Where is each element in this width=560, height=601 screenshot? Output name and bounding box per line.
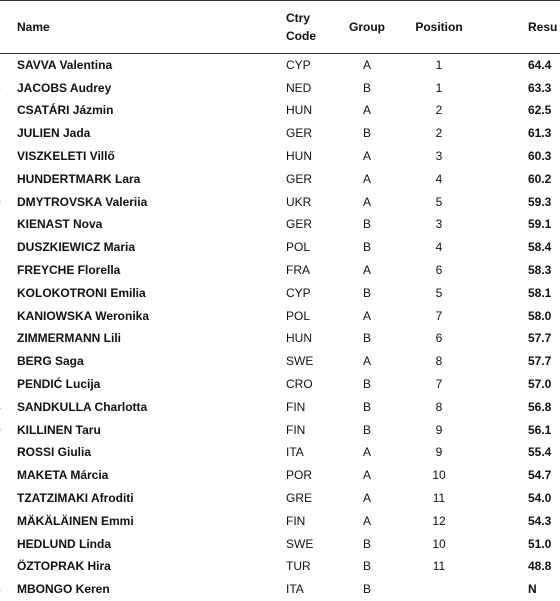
group-cell: A xyxy=(362,354,371,369)
table-row xyxy=(0,464,560,487)
position-cell: 3 xyxy=(435,149,443,164)
result-cell: 61.3 xyxy=(528,126,552,141)
group-cell: B xyxy=(362,536,371,551)
result-cell: N xyxy=(528,582,537,597)
position-cell: 10 xyxy=(432,468,446,483)
country-code: FRA xyxy=(286,263,310,278)
bib-cell xyxy=(0,532,9,555)
country-code: CYP xyxy=(286,285,311,300)
bib-cell xyxy=(0,464,9,487)
athlete-name: BERG Saga xyxy=(17,354,84,369)
table-row xyxy=(0,259,560,282)
group-cell: A xyxy=(362,513,371,528)
position-cell xyxy=(396,578,482,601)
position-cell: 3 xyxy=(435,217,443,232)
result-cell: 56.1 xyxy=(528,422,552,437)
athlete-name: DUSZKIEWICZ Maria xyxy=(17,240,136,255)
athlete-name: ÖZTOPRAK Hira xyxy=(17,559,111,574)
group-cell: B xyxy=(362,559,371,574)
table-row xyxy=(0,145,560,168)
position-cell: 5 xyxy=(435,285,443,300)
athlete-name: KILLINEN Taru xyxy=(17,422,101,437)
position-cell: 4 xyxy=(435,171,443,186)
bib-cell xyxy=(0,327,9,350)
position-cell: 10 xyxy=(432,536,446,551)
result-cell: 57.0 xyxy=(528,377,552,392)
group-cell: A xyxy=(362,103,371,118)
bib-cell xyxy=(0,281,9,304)
athlete-name: HUNDERTMARK Lara xyxy=(17,171,141,186)
athlete-name: DMYTROVSKA Valeriia xyxy=(17,194,148,209)
group-cell: A xyxy=(362,468,371,483)
table-row xyxy=(0,99,560,122)
position-cell: 8 xyxy=(435,399,443,414)
country-code: HUN xyxy=(286,103,312,118)
bib-cell xyxy=(0,395,9,418)
header-result: Resu xyxy=(528,20,558,34)
table-row xyxy=(0,373,560,396)
bib-cell xyxy=(0,487,9,510)
result-cell: 64.4 xyxy=(528,58,552,73)
group-cell: A xyxy=(362,58,371,73)
athlete-name: MBONGO Keren xyxy=(17,582,110,597)
country-code: FIN xyxy=(286,513,306,528)
result-cell: 60.3 xyxy=(528,149,552,164)
table-header xyxy=(0,1,560,54)
position-cell: 4 xyxy=(435,240,443,255)
athlete-name: JULIEN Jada xyxy=(17,126,91,141)
bib-cell xyxy=(0,190,9,213)
group-cell: A xyxy=(362,171,371,186)
bib-cell xyxy=(0,509,9,532)
bib-cell xyxy=(0,418,9,441)
bib-cell xyxy=(0,441,9,464)
group-cell: B xyxy=(362,80,371,95)
country-code: HUN xyxy=(286,331,312,346)
result-cell: 54.7 xyxy=(528,468,552,483)
athlete-name: PENDIĆ Lucija xyxy=(17,377,101,392)
table-row xyxy=(0,441,560,464)
bib-cell xyxy=(0,373,9,396)
result-cell: 51.0 xyxy=(528,536,552,551)
group-cell: B xyxy=(362,126,371,141)
country-code: POL xyxy=(286,240,311,255)
position-cell: 9 xyxy=(435,445,443,460)
table-row xyxy=(0,236,560,259)
country-code: GER xyxy=(286,217,313,232)
position-cell: 5 xyxy=(435,194,443,209)
table-row xyxy=(0,418,560,441)
table-row xyxy=(0,281,560,304)
position-cell: 11 xyxy=(432,559,446,574)
athlete-name: ROSSI Giulia xyxy=(17,445,92,460)
table-row xyxy=(0,509,560,532)
group-cell: B xyxy=(362,422,371,437)
bib-cell xyxy=(0,236,9,259)
table-row xyxy=(0,122,560,145)
result-cell: 54.3 xyxy=(528,513,552,528)
position-cell: 6 xyxy=(435,331,443,346)
result-cell: 48.8 xyxy=(528,559,552,574)
result-cell: 60.2 xyxy=(528,171,552,186)
result-cell: 63.3 xyxy=(528,80,552,95)
bib-cell xyxy=(0,54,9,77)
athlete-name: MAKETA Márcia xyxy=(17,468,109,483)
header-ctry-line1: Ctry xyxy=(286,11,311,25)
group-cell: B xyxy=(362,331,371,346)
result-cell: 58.3 xyxy=(528,263,552,278)
bib-cell xyxy=(0,350,9,373)
country-code: GER xyxy=(286,126,313,141)
athlete-name: MÄKÄLÄINEN Emmi xyxy=(17,513,134,528)
athlete-name: HEDLUND Linda xyxy=(17,536,111,551)
athlete-name: KANIOWSKA Weronika xyxy=(17,308,150,323)
group-cell: B xyxy=(362,240,371,255)
athlete-name: FREYCHE Florella xyxy=(17,263,121,278)
table-row xyxy=(0,304,560,327)
result-cell: 57.7 xyxy=(528,331,552,346)
result-cell: 57.7 xyxy=(528,354,552,369)
position-cell: 6 xyxy=(435,263,443,278)
bib-cell xyxy=(0,213,9,236)
group-cell: A xyxy=(362,263,371,278)
bib-cell xyxy=(0,122,9,145)
country-code: UKR xyxy=(286,194,312,209)
position-cell: 7 xyxy=(435,377,443,392)
group-cell: A xyxy=(362,149,371,164)
bib-cell xyxy=(0,304,9,327)
result-cell: 59.1 xyxy=(528,217,552,232)
position-cell: 2 xyxy=(435,126,443,141)
header-ctry-code xyxy=(282,1,338,54)
bib-cell xyxy=(0,76,9,99)
table-row xyxy=(0,487,560,510)
country-code: FIN xyxy=(286,399,306,414)
position-cell: 11 xyxy=(432,491,446,506)
athlete-name: VISZKELETI Villő xyxy=(17,149,115,164)
group-cell: A xyxy=(362,194,371,209)
athlete-name: CSATÁRI Jázmin xyxy=(17,103,114,118)
group-cell: A xyxy=(362,308,371,323)
result-cell: 62.5 xyxy=(528,103,552,118)
table-row xyxy=(0,532,560,555)
country-code: POR xyxy=(286,468,313,483)
country-code: FIN xyxy=(286,422,306,437)
group-cell: B xyxy=(362,399,371,414)
header-bib xyxy=(0,1,9,54)
table-row xyxy=(0,578,560,601)
position-cell: 8 xyxy=(435,354,443,369)
country-code: NED xyxy=(286,80,312,95)
table-row xyxy=(0,395,560,418)
country-code: TUR xyxy=(286,559,311,574)
table-body xyxy=(0,54,560,601)
athlete-name: TZATZIMAKI Afroditi xyxy=(17,491,134,506)
header-position: Position xyxy=(415,20,463,34)
country-code: POL xyxy=(286,308,311,323)
table-row xyxy=(0,76,560,99)
group-cell: B xyxy=(362,582,371,597)
position-cell: 12 xyxy=(432,513,446,528)
country-code: SWE xyxy=(286,354,314,369)
athlete-name: KOLOKOTRONI Emilia xyxy=(17,285,146,300)
table-row xyxy=(0,190,560,213)
country-code: ITA xyxy=(286,582,304,597)
table-row xyxy=(0,213,560,236)
country-code: GER xyxy=(286,171,313,186)
country-code: CRO xyxy=(286,377,313,392)
bib-cell xyxy=(0,145,9,168)
group-cell: B xyxy=(362,217,371,232)
position-cell: 1 xyxy=(435,58,443,73)
country-code: SWE xyxy=(286,536,314,551)
result-cell: 56.8 xyxy=(528,399,552,414)
group-cell: B xyxy=(362,377,371,392)
result-cell: 55.4 xyxy=(528,445,552,460)
result-cell: 59.3 xyxy=(528,194,552,209)
table-row xyxy=(0,350,560,373)
result-cell: 54.0 xyxy=(528,491,552,506)
header-group: Group xyxy=(349,20,385,34)
table-row xyxy=(0,54,560,77)
position-cell: 7 xyxy=(435,308,443,323)
country-code: GRE xyxy=(286,491,313,506)
athlete-name: SAVVA Valentina xyxy=(17,58,113,73)
result-cell: 58.4 xyxy=(528,240,552,255)
table-row xyxy=(0,167,560,190)
bib-cell xyxy=(0,99,9,122)
result-cell: 58.1 xyxy=(528,285,552,300)
header-row xyxy=(0,1,560,54)
country-code: HUN xyxy=(286,149,312,164)
table-row xyxy=(0,327,560,350)
result-cell: 58.0 xyxy=(528,308,552,323)
athlete-name: JACOBS Audrey xyxy=(17,80,112,95)
position-cell: 9 xyxy=(435,422,443,437)
athlete-name: KIENAST Nova xyxy=(17,217,103,232)
position-cell: 1 xyxy=(435,80,443,95)
header-ctry-line2: Code xyxy=(286,29,316,43)
group-cell: A xyxy=(362,445,371,460)
country-code: ITA xyxy=(286,445,304,460)
group-cell: B xyxy=(362,285,371,300)
table-row xyxy=(0,555,560,578)
bib-cell xyxy=(0,578,9,601)
country-code: CYP xyxy=(286,58,311,73)
athlete-name: ZIMMERMANN Lili xyxy=(17,331,121,346)
position-cell: 2 xyxy=(435,103,443,118)
bib-cell xyxy=(0,167,9,190)
group-cell: A xyxy=(362,491,371,506)
athlete-name: SANDKULLA Charlotta xyxy=(17,399,148,414)
bib-cell xyxy=(0,259,9,282)
header-name: Name xyxy=(17,20,50,34)
bib-cell xyxy=(0,555,9,578)
